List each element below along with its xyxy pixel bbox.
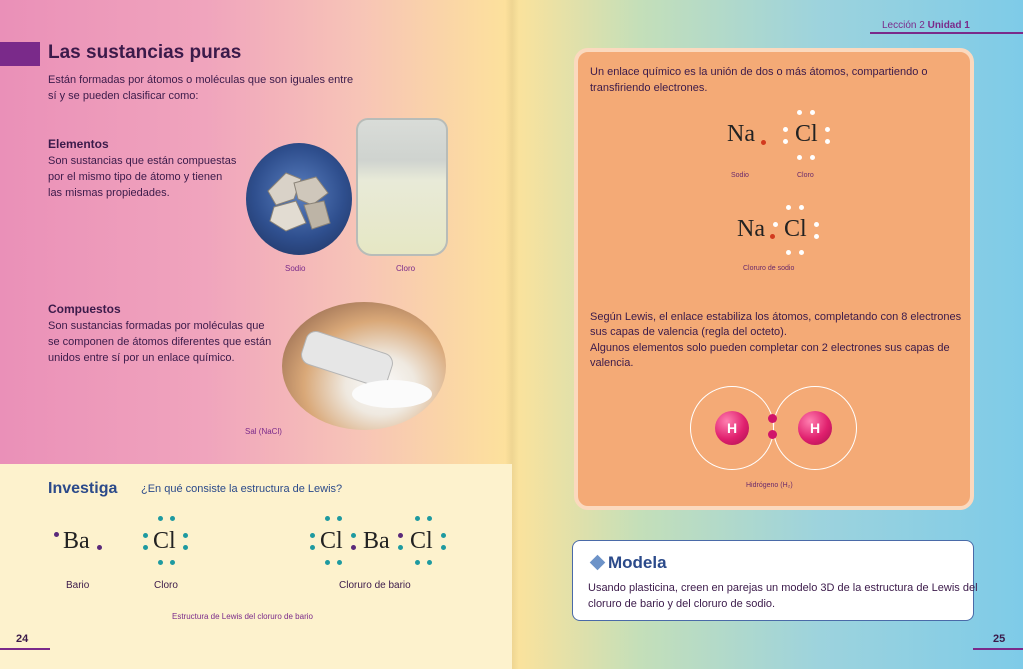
caption-sodio: Sodio (285, 264, 306, 273)
lewis-cl-combined: Cl (784, 216, 807, 242)
lewis-electron-dot (351, 533, 356, 538)
lewis-na-combined: Na (737, 216, 765, 242)
lesson-header (882, 20, 970, 31)
lewis-electron-dot (337, 560, 342, 565)
lewis-cl-nacl: Cl (795, 121, 818, 147)
lewis-electron-dot (810, 110, 815, 115)
page-number-line-left (0, 648, 50, 650)
lewis-electron-dot (310, 533, 315, 538)
lewis-electron-dot (351, 545, 356, 550)
lewis-electron-dot (170, 560, 175, 565)
page-number-left: 24 (16, 633, 29, 645)
investiga-title: Investiga (48, 480, 118, 497)
lewis-electron-dot (770, 234, 775, 239)
lewis-electron-dot (325, 560, 330, 565)
lewis-electron-dot (825, 127, 830, 132)
lewis-electron-dot (415, 516, 420, 521)
lewis-na: Na (727, 121, 755, 147)
lewis-electron-dot (799, 250, 804, 255)
compuestos-line-1: Son sustancias formadas por moléculas que (48, 320, 265, 332)
label-sodio-right: Sodio (731, 172, 749, 179)
lewis-text-line-1: Según Lewis, el enlace estabiliza los átomos, completando con 8 electrones (590, 311, 962, 323)
page-number-line-right (973, 648, 1023, 650)
lewis-text-line-4: valencia. (590, 357, 634, 369)
elementos-line-1: Son sustancias que están compuestas (48, 155, 237, 167)
label-cloruro-bario: Cloruro de bario (339, 580, 411, 591)
lesson-header-line (870, 32, 1023, 34)
lewis-electron-dot (441, 545, 446, 550)
lewis-electron-dot (783, 139, 788, 144)
lewis-electron-dot (783, 127, 788, 132)
caption-lewis-cloruro-bario: Estructura de Lewis del cloruro de bario (172, 612, 313, 621)
hydrogen-atom-right: H (798, 411, 832, 445)
intro-line-2: sí y se pueden clasificar como: (48, 90, 199, 102)
elementos-line-3: las mismas propiedades. (48, 187, 170, 199)
lewis-electron-dot (337, 516, 342, 521)
label-bario: Bario (66, 580, 90, 591)
lewis-electron-dot (183, 545, 188, 550)
intro-line-1: Están formadas por átomos o moléculas que son iguales entre (48, 74, 354, 86)
shared-electron-dot (768, 430, 777, 439)
modela-line-2: cloruro de bario y del cloruro de sodio. (588, 598, 776, 610)
shared-electron-dot (768, 414, 777, 423)
enlace-line-1: Un enlace químico es la unión de dos o más átomos, compartiendo o (590, 66, 928, 78)
lewis-electron-dot (441, 533, 446, 538)
title-accent-bar (0, 42, 40, 66)
unit-label: Unidad 1 (927, 20, 970, 31)
lewis-electron-dot (810, 155, 815, 160)
label-hidrogeno: Hidrógeno (H₂) (746, 482, 793, 489)
compuestos-line-3: unidos entre sí por un enlace químico. (48, 352, 235, 364)
lewis-electron-dot (799, 205, 804, 210)
lewis-cl-right: Cl (410, 528, 433, 554)
lewis-ba-center: Ba (363, 528, 390, 554)
lewis-electron-dot (427, 560, 432, 565)
elementos-line-2: por el mismo tipo de átomo y tienen (48, 171, 223, 183)
lewis-electron-dot (797, 110, 802, 115)
page-title: Las sustancias puras (48, 42, 242, 63)
lewis-electron-dot (773, 222, 778, 227)
caption-sal: Sal (NaCl) (245, 427, 282, 436)
compuestos-line-2: se componen de átomos diferentes que están (48, 336, 272, 348)
label-cloruro-sodio: Cloruro de sodio (743, 265, 795, 272)
page-number-right: 25 (993, 633, 1006, 645)
enlace-line-2: transfiriendo electrones. (590, 82, 708, 94)
lewis-electron-dot (158, 516, 163, 521)
lewis-electron-dot (310, 545, 315, 550)
lesson-label: Lección 2 (882, 20, 925, 31)
investiga-question: ¿En qué consiste la estructura de Lewis? (141, 483, 343, 495)
lewis-cl-left: Cl (320, 528, 343, 554)
modela-line-1: Usando plasticina, creen en parejas un modelo 3D de la estructura de Lewis del (588, 582, 978, 594)
lewis-electron-dot (143, 545, 148, 550)
lewis-electron-dot (325, 516, 330, 521)
lewis-electron-dot (143, 533, 148, 538)
lewis-text-line-3: Algunos elementos solo pueden completar con 2 electrones sus capas de (590, 342, 950, 354)
lewis-electron-dot (814, 222, 819, 227)
lewis-electron-dot (761, 140, 766, 145)
lewis-electron-dot (183, 533, 188, 538)
lewis-electron-dot (158, 560, 163, 565)
lewis-electron-dot (398, 533, 403, 538)
sal-image (282, 302, 446, 430)
sodio-image (246, 143, 352, 255)
lewis-cl: Cl (153, 528, 176, 554)
modela-title: Modela (608, 553, 667, 572)
cloro-jar-image (356, 118, 448, 256)
lewis-electron-dot (97, 545, 102, 550)
caption-cloro: Cloro (396, 264, 416, 273)
compuestos-heading: Compuestos (48, 302, 121, 316)
lewis-ba: Ba (63, 528, 90, 554)
lewis-electron-dot (825, 139, 830, 144)
lewis-electron-dot (398, 545, 403, 550)
lewis-electron-dot (797, 155, 802, 160)
hydrogen-atom-left: H (715, 411, 749, 445)
lewis-electron-dot (415, 560, 420, 565)
lewis-electron-dot (54, 532, 59, 537)
elementos-heading: Elementos (48, 137, 109, 151)
lewis-text-line-2: sus capas de valencia (regla del octeto). (590, 326, 787, 338)
lewis-electron-dot (786, 250, 791, 255)
label-cloro-investiga: Cloro (154, 580, 178, 591)
lewis-electron-dot (786, 205, 791, 210)
lewis-electron-dot (814, 234, 819, 239)
label-cloro-right: Cloro (797, 172, 814, 179)
lewis-electron-dot (427, 516, 432, 521)
lewis-electron-dot (170, 516, 175, 521)
